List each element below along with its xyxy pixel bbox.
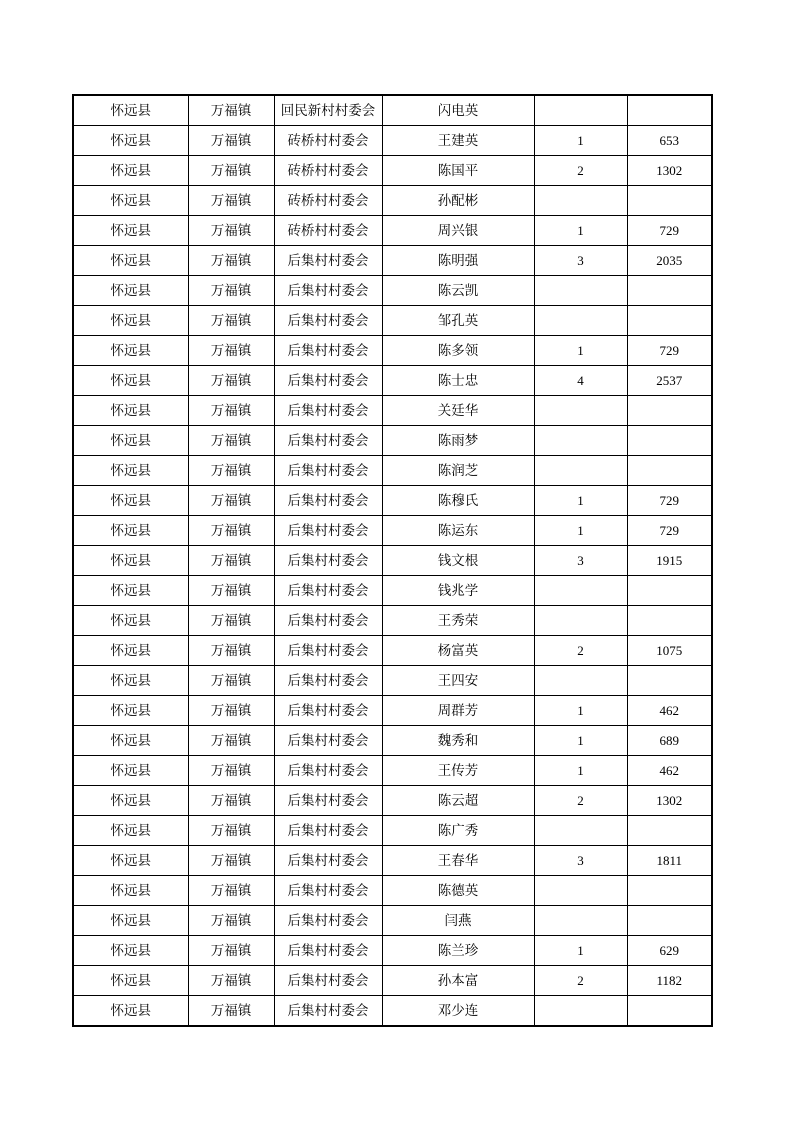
count-cell: 1 <box>534 756 627 786</box>
amount-cell: 729 <box>627 336 712 366</box>
count-cell: 1 <box>534 936 627 966</box>
table-row <box>73 426 712 456</box>
town-cell: 万福镇 <box>188 306 274 336</box>
name-cell: 陈润芝 <box>382 456 534 486</box>
village-committee-cell: 后集村村委会 <box>274 846 382 876</box>
table-row <box>73 576 712 606</box>
count-cell: 3 <box>534 546 627 576</box>
name-cell: 王春华 <box>382 846 534 876</box>
table-row <box>73 486 712 516</box>
county-cell: 怀远县 <box>73 126 188 156</box>
town-cell: 万福镇 <box>188 726 274 756</box>
town-cell: 万福镇 <box>188 936 274 966</box>
name-cell: 关廷华 <box>382 396 534 426</box>
name-cell: 杨富英 <box>382 636 534 666</box>
table-row <box>73 246 712 276</box>
amount-cell: 2537 <box>627 366 712 396</box>
amount-cell: 1302 <box>627 786 712 816</box>
amount-cell <box>627 396 712 426</box>
village-committee-cell: 后集村村委会 <box>274 336 382 366</box>
count-cell: 3 <box>534 846 627 876</box>
name-cell: 邹孔英 <box>382 306 534 336</box>
town-cell: 万福镇 <box>188 816 274 846</box>
village-committee-cell: 后集村村委会 <box>274 726 382 756</box>
table-row <box>73 456 712 486</box>
village-committee-cell: 后集村村委会 <box>274 396 382 426</box>
county-cell: 怀远县 <box>73 966 188 996</box>
name-cell: 周群芳 <box>382 696 534 726</box>
county-cell: 怀远县 <box>73 576 188 606</box>
village-committee-cell: 后集村村委会 <box>274 456 382 486</box>
town-cell: 万福镇 <box>188 966 274 996</box>
town-cell: 万福镇 <box>188 756 274 786</box>
amount-cell <box>627 276 712 306</box>
count-cell: 1 <box>534 486 627 516</box>
amount-cell <box>627 576 712 606</box>
table-row <box>73 546 712 576</box>
town-cell: 万福镇 <box>188 636 274 666</box>
table-row <box>73 996 712 1027</box>
amount-cell <box>627 996 712 1027</box>
table-row <box>73 336 712 366</box>
count-cell: 3 <box>534 246 627 276</box>
county-cell: 怀远县 <box>73 366 188 396</box>
county-cell: 怀远县 <box>73 306 188 336</box>
count-cell <box>534 456 627 486</box>
table-row <box>73 156 712 186</box>
village-committee-cell: 砖桥村村委会 <box>274 186 382 216</box>
amount-cell: 729 <box>627 216 712 246</box>
count-cell <box>534 906 627 936</box>
count-cell: 2 <box>534 786 627 816</box>
name-cell: 陈国平 <box>382 156 534 186</box>
county-cell: 怀远县 <box>73 606 188 636</box>
table-row <box>73 306 712 336</box>
county-cell: 怀远县 <box>73 756 188 786</box>
amount-cell: 462 <box>627 696 712 726</box>
amount-cell <box>627 666 712 696</box>
village-committee-cell: 后集村村委会 <box>274 306 382 336</box>
village-committee-cell: 后集村村委会 <box>274 606 382 636</box>
table-row <box>73 636 712 666</box>
amount-cell: 1182 <box>627 966 712 996</box>
village-committee-cell: 回民新村村委会 <box>274 95 382 126</box>
table-row <box>73 726 712 756</box>
name-cell: 陈广秀 <box>382 816 534 846</box>
name-cell: 闫燕 <box>382 906 534 936</box>
amount-cell: 653 <box>627 126 712 156</box>
table-row <box>73 186 712 216</box>
name-cell: 钱兆学 <box>382 576 534 606</box>
count-cell: 1 <box>534 216 627 246</box>
town-cell: 万福镇 <box>188 486 274 516</box>
village-committee-cell: 后集村村委会 <box>274 816 382 846</box>
county-cell: 怀远县 <box>73 906 188 936</box>
county-cell: 怀远县 <box>73 636 188 666</box>
county-cell: 怀远县 <box>73 396 188 426</box>
town-cell: 万福镇 <box>188 396 274 426</box>
name-cell: 孙本富 <box>382 966 534 996</box>
count-cell: 1 <box>534 516 627 546</box>
amount-cell <box>627 426 712 456</box>
amount-cell: 689 <box>627 726 712 756</box>
village-committee-cell: 后集村村委会 <box>274 906 382 936</box>
county-cell: 怀远县 <box>73 726 188 756</box>
county-cell: 怀远县 <box>73 456 188 486</box>
name-cell: 陈明强 <box>382 246 534 276</box>
village-committee-cell: 后集村村委会 <box>274 876 382 906</box>
village-committee-cell: 后集村村委会 <box>274 786 382 816</box>
county-cell: 怀远县 <box>73 696 188 726</box>
table-row <box>73 666 712 696</box>
name-cell: 王传芳 <box>382 756 534 786</box>
town-cell: 万福镇 <box>188 186 274 216</box>
amount-cell <box>627 876 712 906</box>
town-cell: 万福镇 <box>188 426 274 456</box>
table-row <box>73 756 712 786</box>
town-cell: 万福镇 <box>188 546 274 576</box>
town-cell: 万福镇 <box>188 216 274 246</box>
amount-cell: 629 <box>627 936 712 966</box>
town-cell: 万福镇 <box>188 786 274 816</box>
count-cell <box>534 576 627 606</box>
count-cell <box>534 606 627 636</box>
table-row <box>73 276 712 306</box>
county-cell: 怀远县 <box>73 786 188 816</box>
amount-cell <box>627 186 712 216</box>
table-row <box>73 126 712 156</box>
table-row <box>73 966 712 996</box>
county-cell: 怀远县 <box>73 486 188 516</box>
county-cell: 怀远县 <box>73 246 188 276</box>
amount-cell: 729 <box>627 516 712 546</box>
amount-cell: 729 <box>627 486 712 516</box>
village-committee-cell: 后集村村委会 <box>274 696 382 726</box>
village-committee-cell: 后集村村委会 <box>274 516 382 546</box>
count-cell: 4 <box>534 366 627 396</box>
records-table <box>72 94 713 1027</box>
count-cell <box>534 426 627 456</box>
village-committee-cell: 后集村村委会 <box>274 966 382 996</box>
table-row <box>73 696 712 726</box>
village-committee-cell: 后集村村委会 <box>274 756 382 786</box>
count-cell <box>534 996 627 1027</box>
amount-cell: 1302 <box>627 156 712 186</box>
county-cell: 怀远县 <box>73 276 188 306</box>
table-row <box>73 216 712 246</box>
table-row <box>73 846 712 876</box>
village-committee-cell: 砖桥村村委会 <box>274 156 382 186</box>
name-cell: 陈穆氏 <box>382 486 534 516</box>
county-cell: 怀远县 <box>73 216 188 246</box>
amount-cell: 1075 <box>627 636 712 666</box>
count-cell: 2 <box>534 156 627 186</box>
county-cell: 怀远县 <box>73 816 188 846</box>
name-cell: 陈士忠 <box>382 366 534 396</box>
name-cell: 王四安 <box>382 666 534 696</box>
town-cell: 万福镇 <box>188 996 274 1027</box>
table-row <box>73 906 712 936</box>
amount-cell <box>627 95 712 126</box>
village-committee-cell: 后集村村委会 <box>274 666 382 696</box>
village-committee-cell: 后集村村委会 <box>274 246 382 276</box>
name-cell: 孙配彬 <box>382 186 534 216</box>
amount-cell <box>627 456 712 486</box>
village-committee-cell: 后集村村委会 <box>274 576 382 606</box>
count-cell: 1 <box>534 696 627 726</box>
county-cell: 怀远县 <box>73 95 188 126</box>
table-row <box>73 606 712 636</box>
town-cell: 万福镇 <box>188 456 274 486</box>
name-cell: 王秀荣 <box>382 606 534 636</box>
county-cell: 怀远县 <box>73 336 188 366</box>
table-row <box>73 516 712 546</box>
village-committee-cell: 后集村村委会 <box>274 996 382 1027</box>
count-cell: 2 <box>534 966 627 996</box>
town-cell: 万福镇 <box>188 606 274 636</box>
amount-cell: 462 <box>627 756 712 786</box>
village-committee-cell: 后集村村委会 <box>274 366 382 396</box>
county-cell: 怀远县 <box>73 936 188 966</box>
town-cell: 万福镇 <box>188 336 274 366</box>
name-cell: 周兴银 <box>382 216 534 246</box>
village-committee-cell: 后集村村委会 <box>274 636 382 666</box>
name-cell: 陈云凯 <box>382 276 534 306</box>
table-body <box>73 95 712 1026</box>
town-cell: 万福镇 <box>188 666 274 696</box>
name-cell: 陈德英 <box>382 876 534 906</box>
county-cell: 怀远县 <box>73 666 188 696</box>
count-cell <box>534 666 627 696</box>
name-cell: 陈运东 <box>382 516 534 546</box>
village-committee-cell: 后集村村委会 <box>274 276 382 306</box>
town-cell: 万福镇 <box>188 696 274 726</box>
table-row <box>73 95 712 126</box>
name-cell: 陈云超 <box>382 786 534 816</box>
table-row <box>73 786 712 816</box>
county-cell: 怀远县 <box>73 876 188 906</box>
count-cell <box>534 276 627 306</box>
count-cell <box>534 186 627 216</box>
village-committee-cell: 后集村村委会 <box>274 486 382 516</box>
table-row <box>73 816 712 846</box>
town-cell: 万福镇 <box>188 366 274 396</box>
name-cell: 魏秀和 <box>382 726 534 756</box>
count-cell <box>534 95 627 126</box>
name-cell: 闪电英 <box>382 95 534 126</box>
town-cell: 万福镇 <box>188 846 274 876</box>
town-cell: 万福镇 <box>188 516 274 546</box>
county-cell: 怀远县 <box>73 846 188 876</box>
town-cell: 万福镇 <box>188 95 274 126</box>
name-cell: 钱文根 <box>382 546 534 576</box>
name-cell: 邓少连 <box>382 996 534 1027</box>
table-row <box>73 936 712 966</box>
village-committee-cell: 后集村村委会 <box>274 936 382 966</box>
count-cell: 1 <box>534 336 627 366</box>
table-row <box>73 396 712 426</box>
town-cell: 万福镇 <box>188 576 274 606</box>
amount-cell <box>627 606 712 636</box>
table-row <box>73 876 712 906</box>
count-cell: 1 <box>534 126 627 156</box>
amount-cell <box>627 816 712 846</box>
name-cell: 王建英 <box>382 126 534 156</box>
count-cell <box>534 816 627 846</box>
amount-cell <box>627 306 712 336</box>
county-cell: 怀远县 <box>73 516 188 546</box>
village-committee-cell: 后集村村委会 <box>274 426 382 456</box>
village-committee-cell: 后集村村委会 <box>274 546 382 576</box>
count-cell <box>534 876 627 906</box>
table-row <box>73 366 712 396</box>
county-cell: 怀远县 <box>73 186 188 216</box>
town-cell: 万福镇 <box>188 156 274 186</box>
amount-cell: 1915 <box>627 546 712 576</box>
county-cell: 怀远县 <box>73 426 188 456</box>
count-cell: 2 <box>534 636 627 666</box>
village-committee-cell: 砖桥村村委会 <box>274 216 382 246</box>
county-cell: 怀远县 <box>73 156 188 186</box>
county-cell: 怀远县 <box>73 546 188 576</box>
count-cell: 1 <box>534 726 627 756</box>
name-cell: 陈多领 <box>382 336 534 366</box>
amount-cell: 2035 <box>627 246 712 276</box>
count-cell <box>534 396 627 426</box>
amount-cell <box>627 906 712 936</box>
name-cell: 陈兰珍 <box>382 936 534 966</box>
amount-cell: 1811 <box>627 846 712 876</box>
town-cell: 万福镇 <box>188 276 274 306</box>
name-cell: 陈雨梦 <box>382 426 534 456</box>
count-cell <box>534 306 627 336</box>
town-cell: 万福镇 <box>188 876 274 906</box>
county-cell: 怀远县 <box>73 996 188 1027</box>
town-cell: 万福镇 <box>188 246 274 276</box>
town-cell: 万福镇 <box>188 126 274 156</box>
village-committee-cell: 砖桥村村委会 <box>274 126 382 156</box>
town-cell: 万福镇 <box>188 906 274 936</box>
